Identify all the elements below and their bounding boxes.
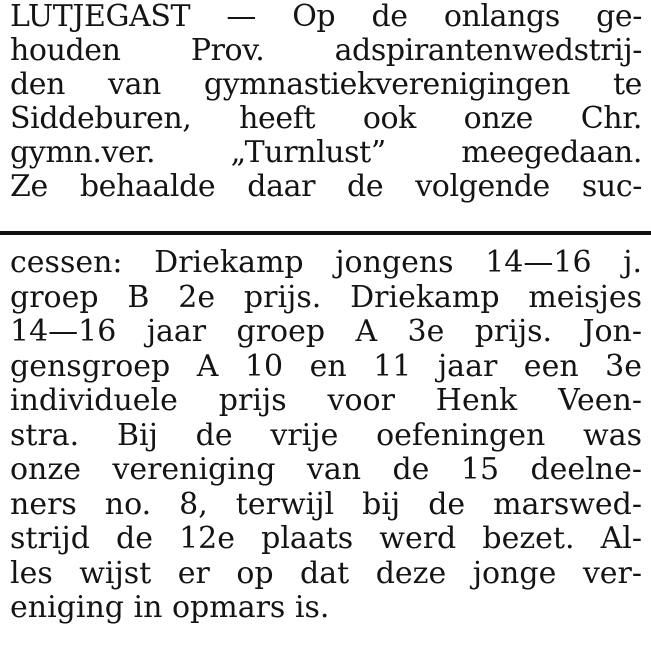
text-line: den van gymnastiekverenigingen te [10,67,642,102]
text-line: LUTJEGAST — Op de onlangs ge- [10,0,642,34]
text-line: eniging in opmars is. [10,590,330,625]
text-line: ners no. 8, terwijl bij de marswed- [10,486,642,522]
text-line: houden Prov. adspirantenwedstrij- [10,33,642,68]
text-line: Ze behaalde daar de volgende suc- [10,169,642,204]
text-line: les wijst er op dat deze jonge ver- [10,555,642,591]
article-text-top [10,0,642,204]
text-line: gymn.ver. „Turnlust” meegedaan. [10,135,642,170]
column-divider-rule [0,231,651,235]
text-line: Siddeburen, heeft ook onze Chr. [10,101,642,136]
text-line: stra. Bij de vrije oefeningen was [10,417,642,453]
text-line: cessen: Driekamp jongens 14—16 j. [10,245,642,280]
text-line: groep B 2e prijs. Driekamp meisjes [10,279,642,315]
article-text-bottom [10,246,642,626]
text-line: gensgroep A 10 en 11 jaar een 3e [10,348,642,384]
text-line: 14—16 jaar groep A 3e prijs. Jon- [10,314,642,349]
text-line: onze vereniging van de 15 deelne- [10,452,642,487]
text-line: strijd de 12e plaats werd bezet. Al- [10,521,642,556]
text-line: individuele prijs voor Henk Veen- [10,383,642,418]
